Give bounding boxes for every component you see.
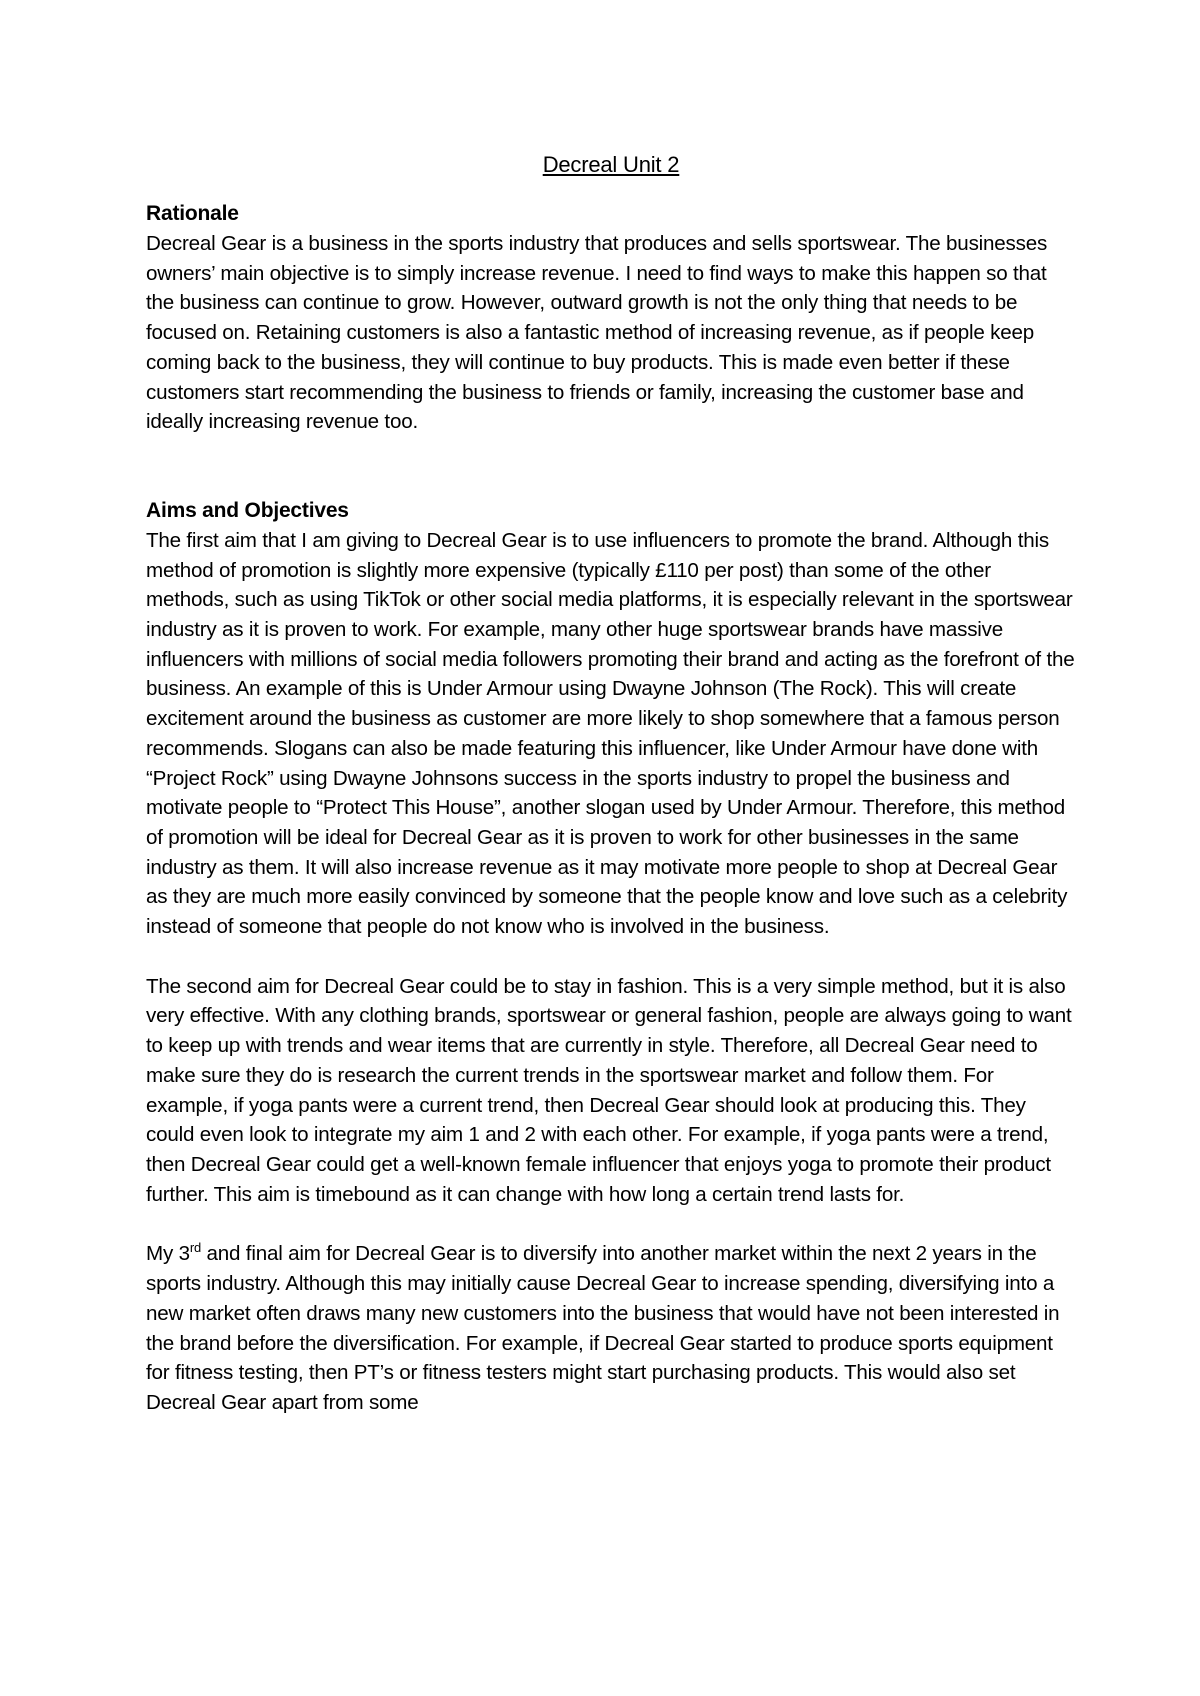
paragraph-spacer bbox=[146, 942, 1076, 972]
aim-3-text-rest: and final aim for Decreal Gear is to diversify into another market within the next 2 years in the sports industry. Although this may initially cause Decreal Gear to increase spending, diversifying into a new market often draws many new customers into the business that would have not been interested in the brand before the diversification. For example, if Decreal Gear started to produce sports equipment for fitness testing, then PT’s or fitness testers might start purchasing products. This would also set Decreal Gear apart from some bbox=[146, 1242, 1060, 1414]
aim-2-paragraph: The second aim for Decreal Gear could be to stay in fashion. This is a very simple method, but it is also very effective. With any clothing brands, sportswear or general fashion, people are always going to want to keep up with trends and wear items that are currently in style. Therefore, all Decreal Gear need to make sure they do is research the current trends in the sportswear market and follow them. For example, if yoga pants were a current trend, then Decreal Gear should look at producing this. They could even look to integrate my aim 1 and 2 with each other. For example, if yoga pants were a trend, then Decreal Gear could get a well-known female influencer that enjoys yoga to promote their product further. This aim is timebound as it can change with how long a certain trend lasts for. bbox=[146, 974, 1072, 1206]
document-body bbox=[146, 150, 1076, 1418]
rationale-paragraph: Decreal Gear is a business in the sports industry that produces and sells sportswear. The businesses owners’ main objective is to simply increase revenue. I need to find ways to make this happen so that the business can continue to grow. However, outward growth is not the only thing that needs to be focused on. Retaining customers is also a fantastic method of increasing revenue, as if people keep coming back to the business, they will continue to buy products. This is made even better if these customers start recommending the business to friends or family, increasing the customer base and ideally increasing revenue too. bbox=[146, 232, 1048, 434]
section-spacer bbox=[146, 437, 1076, 495]
rationale-heading: Rationale bbox=[146, 202, 239, 225]
paragraph-spacer bbox=[146, 1209, 1076, 1239]
aim-3-text-start: My 3 bbox=[146, 1242, 190, 1266]
document-title: Decreal Unit 2 bbox=[542, 152, 680, 177]
ordinal-superscript: rd bbox=[189, 1239, 201, 1255]
aim-1-paragraph: The first aim that I am giving to Decreal Gear is to use influencers to promote the brand. Although this method of promotion is slightly more expensive (typically £110 per post) than some of the other methods, such as using TikTok or other social media platforms, it is especially relevant in the sportswear industry as it is proven to work. For example, many other huge sportswear brands have massive influencers with millions of social media followers promoting their brand and acting as the forefront of the business. An example of this is Under Armour using Dwayne Johnson (The Rock). This will create excitement around the business as customer are more likely to shop somewhere that a famous person recommends. Slogans can also be made featuring this influencer, like Under Armour have done with “Project Rock” using Dwayne Johnsons success in the sports industry to propel the business and motivate people to “Protect This House”, another slogan used by Under Armour. Therefore, this method of promotion will be ideal for Decreal Gear as it is proven to work for other businesses in the same industry as them. It will also increase revenue as it may motivate more people to shop at Decreal Gear as they are much more easily convinced by someone that the people know and love such as a celebrity instead of someone that people do not know who is involved in the business. bbox=[146, 528, 1075, 939]
aim-3-paragraph bbox=[146, 1239, 1076, 1417]
aims-heading: Aims and Objectives bbox=[146, 498, 349, 522]
